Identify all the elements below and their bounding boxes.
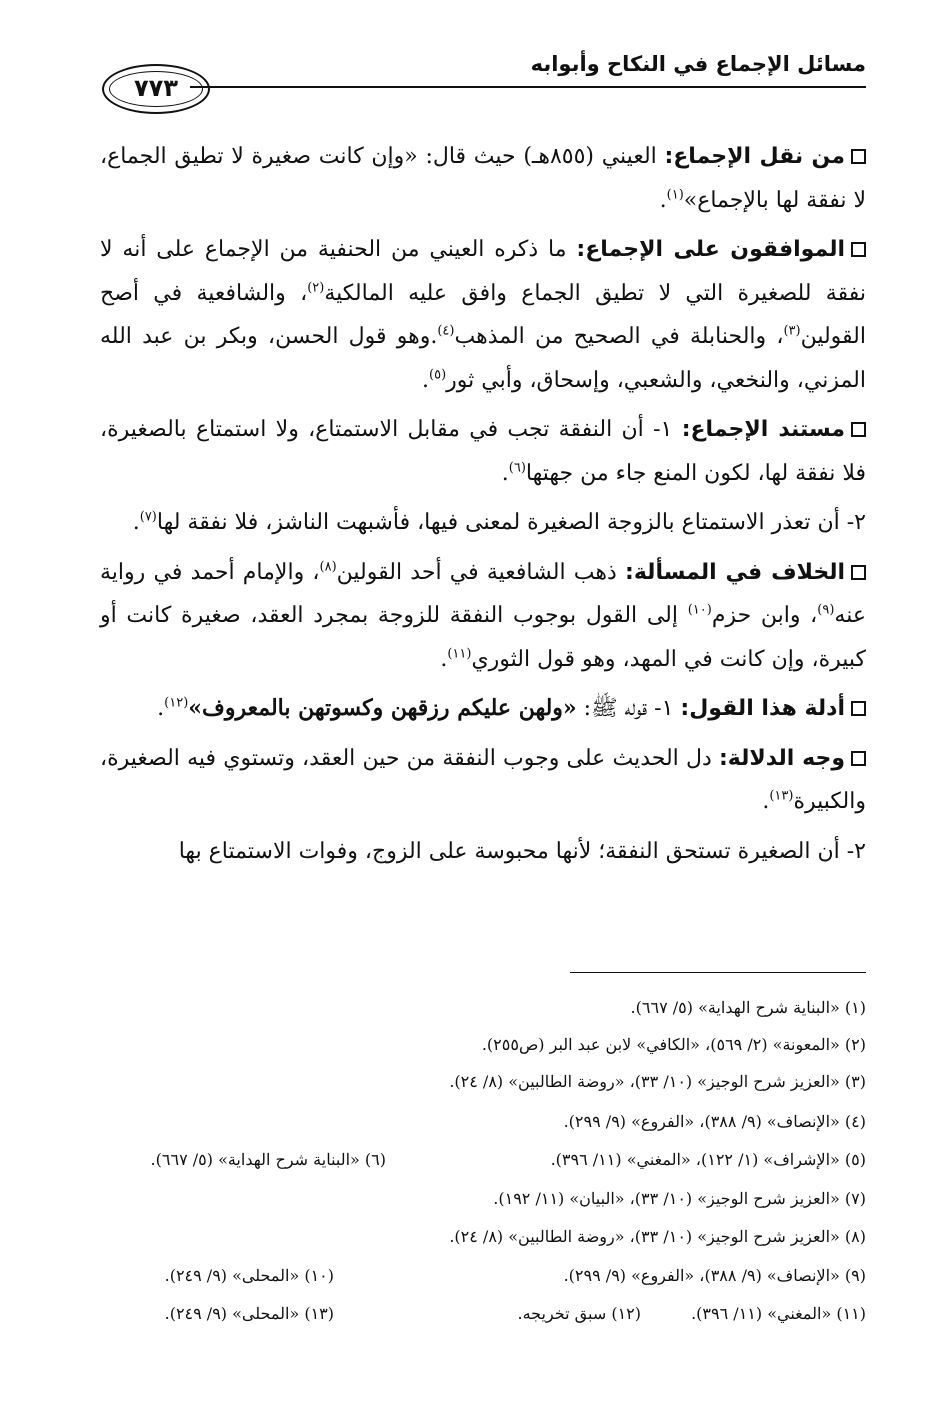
page-number-oval	[102, 64, 210, 114]
footnote-ref: (١٠)	[687, 602, 712, 618]
text-run: ، والشافعية في أصح القولين	[100, 280, 866, 349]
running-header-title: مسائل الإجماع في النكاح وأبوابه	[530, 52, 866, 76]
text-run: ١- أن النفقة تجب في مقابل الاستمتاع، ولا استمتاع بالصغيرة، فلا نفقة لها، لكون المنع جاء من جهتها	[100, 417, 866, 486]
text-run: ١- قوله ﷺ:	[576, 696, 681, 721]
text-run: ذهب الشافعية في أحد القولين	[336, 559, 626, 585]
square-bullet-icon	[851, 565, 866, 580]
footnote-ref: (٢)	[307, 280, 325, 296]
footnote-ref: (٨)	[319, 559, 337, 575]
footnote-ref: (٦)	[508, 460, 526, 476]
square-bullet-icon	[851, 422, 866, 437]
text-run: .	[157, 696, 165, 721]
hadith-quote: «ولهن عليكم رزقهن وكسوتهن بالمعروف»	[188, 695, 577, 721]
text-run: .	[422, 367, 430, 393]
paragraph-disagreement	[100, 551, 866, 682]
text-run: .	[659, 187, 667, 213]
footnote: (١٠) «المحلى» (٩/ ٢٤٩).	[164, 1266, 334, 1285]
footnote-ref: (٧)	[139, 509, 157, 525]
paragraph-evidence-2	[100, 830, 866, 874]
text-run: ٢- أن الصغيرة تستحق النفقة؛ لأنها محبوسة على الزوج، وفوات الاستمتاع بها	[178, 838, 866, 864]
paragraph-heading: مستند الإجماع:	[681, 417, 846, 442]
square-bullet-icon	[851, 751, 866, 766]
paragraph-heading: الموافقون على الإجماع:	[576, 237, 845, 262]
footnote: (١١) «المغني» (١١/ ٣٩٦).	[691, 1304, 866, 1323]
footnote: (٨) «العزيز شرح الوجيز» (١٠/ ٣٣)، «روضة الطالبين» (٨/ ٢٤).	[449, 1227, 866, 1246]
main-text	[100, 135, 866, 879]
paragraph-heading: من نقل الإجماع:	[664, 144, 845, 169]
footnote-separator	[570, 972, 866, 973]
text-run: إلى القول بوجوب النفقة للزوجة بمجرد العقد، صغيرة كانت أو كبيرة، وإن كانت في المهد، وهو قول الثوري	[100, 603, 866, 672]
text-run: .	[762, 789, 770, 814]
text-run: ، وابن حزم	[711, 603, 818, 628]
header-rule	[190, 86, 866, 88]
text-run: ما ذكره العيني من الحنفية من الإجماع على أنه لا نفقة للصغيرة التي لا تطيق الجماع وافق عليه المالكية	[100, 237, 866, 306]
text-run: .وهو قول الحسن، وبكر بن عبد الله المزني، والنخعي، والشعبي، وإسحاق، وأبي ثور	[100, 324, 866, 393]
text-run: ، والإمام أحمد في رواية عنه	[100, 559, 866, 628]
text-run: .	[132, 510, 140, 535]
paragraph-evidence	[100, 687, 866, 731]
footnote-ref: (٣)	[783, 323, 801, 339]
footnote-ref: (١)	[666, 187, 684, 203]
paragraph-basis	[100, 408, 866, 495]
footnote: (٢) «المعونة» (٢/ ٥٦٩)، «الكافي» لابن عبد البر (ص٢٥٥).	[481, 1035, 866, 1054]
text-run: دل الحديث على وجوب النفقة من حين العقد، وتستوي فيه الصغيرة، والكبيرة	[100, 745, 866, 814]
text-run: ٢- أن تعذر الاستمتاع بالزوجة الصغيرة لمعنى فيها، فأشبهت الناشز، فلا نفقة لها	[156, 510, 866, 535]
paragraph-inference	[100, 737, 866, 824]
footnote-ref: (٥)	[429, 367, 447, 383]
paragraph-basis-2	[100, 501, 866, 545]
footnote-ref: (١١)	[447, 646, 472, 662]
square-bullet-icon	[851, 242, 866, 257]
page-number: ٧٧٣	[134, 74, 178, 102]
text-run: العيني (٨٥٥هـ) حيث قال: «وإن كانت صغيرة لا تطيق الجماع، لا نفقة لها بالإجماع»	[100, 144, 866, 213]
square-bullet-icon	[851, 701, 866, 716]
footnote-ref: (٤)	[437, 323, 455, 339]
footnote: (٩) «الإنصاف» (٩/ ٣٨٨)، «الفروع» (٩/ ٢٩٩).	[563, 1266, 866, 1285]
paragraph-agreeing	[100, 228, 866, 402]
footnote: (٦) «البناية شرح الهداية» (٥/ ٦٦٧).	[150, 1150, 386, 1169]
paragraph-heading: أدلة هذا القول:	[680, 696, 845, 721]
footnote: (٣) «العزيز شرح الوجيز» (١٠/ ٣٣)، «روضة الطالبين» (٨/ ٢٤).	[449, 1072, 866, 1091]
text-run: .	[501, 460, 509, 486]
footnote-ref: (١٣)	[769, 788, 794, 804]
footnote: (١٣) «المحلى» (٩/ ٢٤٩).	[164, 1304, 334, 1323]
square-bullet-icon	[851, 149, 866, 164]
footnote: (١) «البناية شرح الهداية» (٥/ ٦٦٧).	[630, 998, 866, 1017]
footnote: (٥) «الإشراف» (١/ ١٢٢)، «المغني» (١١/ ٣٩٦).	[550, 1150, 866, 1169]
paragraph-heading: وجه الدلالة:	[718, 745, 845, 771]
footnote: (١٢) سبق تخريجه.	[517, 1304, 641, 1323]
footnote: (٧) «العزيز شرح الوجيز» (١٠/ ٣٣)، «البيان» (١١/ ١٩٢).	[493, 1189, 866, 1208]
footnote: (٤) «الإنصاف» (٩/ ٣٨٨)، «الفروع» (٩/ ٢٩٩).	[563, 1112, 866, 1131]
paragraph-heading: الخلاف في المسألة:	[625, 559, 846, 585]
text-run: .	[440, 646, 448, 672]
footnote-ref: (٩)	[817, 602, 835, 618]
paragraph-transmission	[100, 135, 866, 222]
text-run: ، والحنابلة في الصحيح من المذهب	[454, 324, 784, 349]
footnote-ref: (١٢)	[164, 695, 189, 711]
